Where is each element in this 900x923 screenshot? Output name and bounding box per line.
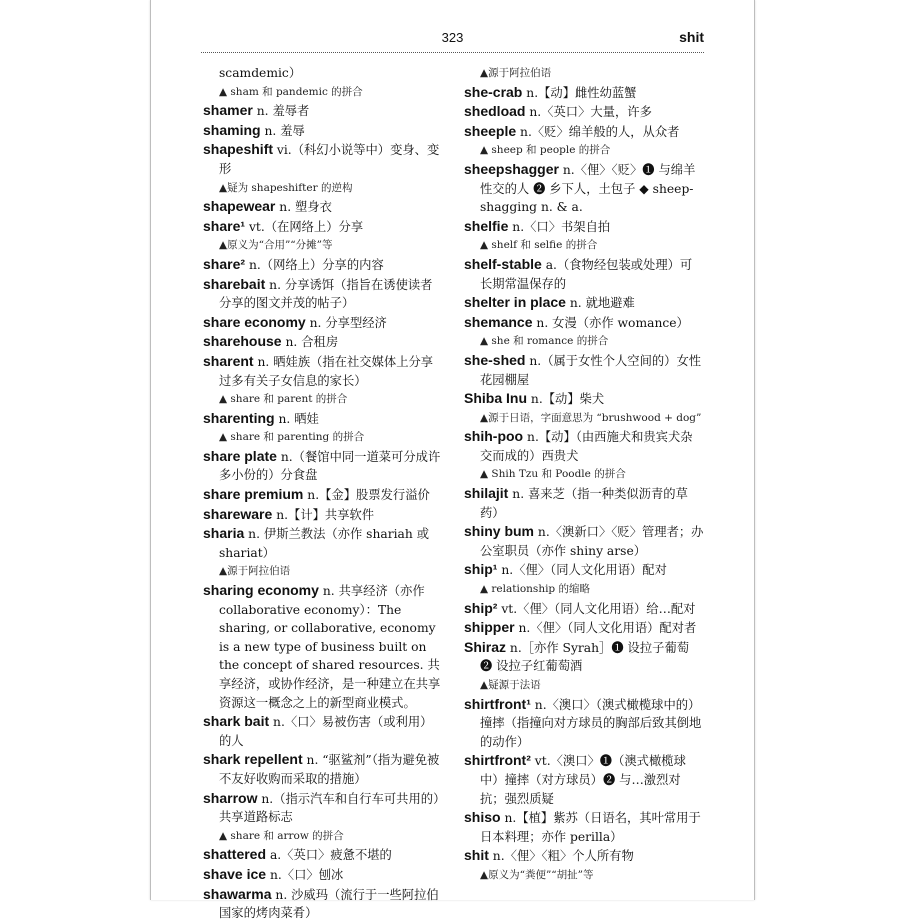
dictionary-entry: [203, 505, 443, 525]
dictionary-entry: [464, 160, 704, 217]
headword: shapeshift: [203, 141, 274, 158]
definition: n.〈口〉书架自拍: [508, 219, 611, 234]
definition: vt.（在网络上）分享: [245, 219, 364, 234]
headword: shelfie: [464, 217, 509, 234]
etymology-note: ▲ sheep 和 people 的拼合: [480, 144, 611, 157]
definition: n.〈贬〉绵羊般的人，从众者: [516, 124, 680, 139]
dictionary-entry: [464, 293, 704, 313]
dictionary-entry: [203, 712, 443, 750]
definition: n.【金】股票发行溢价: [303, 488, 430, 503]
headword: shiso: [464, 809, 501, 826]
headword: share plate: [203, 447, 277, 464]
dictionary-entry: [464, 351, 704, 389]
headword: ship²: [464, 599, 498, 616]
dictionary-entry: [203, 313, 443, 333]
guide-word: shit: [679, 29, 704, 45]
dictionary-entry: [203, 332, 443, 352]
etymology-note: ▲源于阿拉伯语: [219, 565, 291, 578]
headword: shilajit: [464, 485, 509, 502]
etymology-note: ▲ shelf 和 selfie 的拼合: [480, 239, 598, 252]
dictionary-entry: [464, 484, 704, 522]
dictionary-entry: [464, 751, 704, 808]
dictionary-entry: [203, 581, 443, 712]
definition: n.〈口〉易被伤害（或利用）的人: [219, 715, 433, 748]
headword: sheepshagger: [464, 160, 559, 177]
headword: shemance: [464, 313, 533, 330]
dictionary-entry: [203, 524, 443, 562]
dictionary-entry: [203, 121, 443, 141]
etymology-note: ▲源于日语，字面意思为 “brushwood + dog”: [480, 411, 702, 424]
right-column: [464, 64, 704, 885]
etymology-note: ▲疑源于法语: [480, 679, 541, 691]
dictionary-entry: [203, 217, 443, 237]
headword: sheeple: [464, 122, 517, 139]
dictionary-entry: [203, 101, 443, 121]
dictionary-entry: [464, 83, 704, 103]
definition: n.（指示汽车和自行车可共用的）共享道路标志: [219, 791, 440, 825]
dictionary-entry: [464, 522, 704, 560]
etymology-note: ▲ share 和 parent 的拼合: [219, 393, 348, 406]
entry-continuation: scamdemic）: [219, 66, 302, 80]
dictionary-entry: [464, 846, 704, 866]
dictionary-entry: [464, 102, 704, 122]
etymology-note: ▲原义为“合用”“分摊”等: [219, 239, 333, 252]
definition: n.【动】雌性幼蓝蟹: [522, 85, 637, 100]
definition: n.【植】紫苏（日语名，其叶常用于日本料理；亦作 perilla）: [480, 811, 701, 844]
definition: n.〈英口〉大量，许多: [525, 105, 652, 120]
headword: shareware: [203, 505, 273, 522]
dictionary-entry: [203, 255, 443, 275]
headword: shamer: [203, 102, 253, 119]
definition: n.［亦作 Syrah］❶ 设拉子葡萄 ❷ 设拉子红葡萄酒: [480, 640, 690, 674]
definition: n.（网络上）分享的内容: [245, 257, 384, 272]
headword: shirtfront¹: [464, 695, 531, 712]
definition: a.（食物经包装或处理）可长期常温保存的: [480, 257, 693, 291]
headword: sharing economy: [203, 582, 319, 599]
definition: n.（属于女性个人空间的）女性花园棚屋: [480, 353, 702, 387]
headword: shedload: [464, 103, 526, 120]
definition: vt.〈澳口〉❶（澳式橄榄球中）撞摔（对方球员）❷ 与…激烈对抗；强烈质疑: [480, 754, 686, 806]
headword: sharia: [203, 525, 245, 542]
dictionary-entry: [464, 560, 704, 580]
dictionary-entry: [203, 197, 443, 217]
headword: sharenting: [203, 409, 275, 426]
dictionary-entry: [464, 427, 704, 465]
dictionary-entry: [464, 695, 704, 752]
headword: shattered: [203, 846, 267, 863]
headword: shipper: [464, 619, 515, 636]
headword: shaming: [203, 121, 261, 138]
definition: n. 分享型经济: [305, 315, 387, 330]
dictionary-entry: [203, 447, 443, 485]
headword: shave ice: [203, 865, 267, 882]
etymology-note: ▲ she 和 romance 的拼合: [480, 335, 609, 348]
etymology-note: ▲原义为“粪便”“胡扯”等: [480, 868, 594, 881]
definition: n. 晒娃: [274, 411, 319, 426]
definition: n. 女漫（亦作 womance）: [532, 315, 689, 330]
dictionary-entry: [203, 750, 443, 788]
dictionary-entry: [203, 409, 443, 429]
headword: shelf-stable: [464, 255, 542, 272]
headword: share¹: [203, 217, 246, 234]
definition: n.〈澳新口〉〈贬〉管理者；办公室职员（亦作 shiny arse）: [480, 525, 704, 558]
etymology-note: ▲ share 和 parenting 的拼合: [219, 431, 365, 444]
definition: n.〈俚〉（同人文化用语）配对: [497, 563, 667, 578]
definition: vi.（科幻小说等中）变身、变形: [219, 143, 440, 176]
headword: sharebait: [203, 275, 266, 292]
definition: n.（餐馆中同一道菜可分成许多小份的）分食盘: [219, 449, 441, 483]
headword: sharent: [203, 352, 254, 369]
headword: Shiraz: [464, 638, 507, 655]
dictionary-entry: [464, 618, 704, 638]
dictionary-entry: [464, 255, 704, 293]
definition: vt.〈俚〉（同人文化用语）给…配对: [497, 601, 696, 616]
dictionary-entry: [203, 845, 443, 865]
headword: share²: [203, 255, 246, 272]
dictionary-entry: [203, 352, 443, 390]
headword: shih-poo: [464, 428, 524, 445]
dictionary-page: [150, 0, 755, 921]
headword: sharehouse: [203, 333, 282, 350]
dictionary-entry: [464, 217, 704, 237]
dictionary-entry: [203, 140, 443, 178]
headword: she-crab: [464, 83, 523, 100]
definition: a.〈英口〉疲惫不堪的: [266, 848, 392, 863]
headword: shirtfront²: [464, 752, 531, 769]
definition: n.【动】（由西施犬和贵宾犬杂交而成的）西贵犬: [480, 430, 693, 463]
dictionary-entry: [464, 599, 704, 619]
headword: share premium: [203, 486, 304, 503]
headword: Shiba Inu: [464, 390, 527, 407]
definition: n.〈俚〉（同人文化用语）配对者: [514, 621, 697, 636]
etymology-note: ▲ share 和 arrow 的拼合: [219, 829, 344, 842]
headword: shark bait: [203, 713, 270, 730]
definition: n.【动】柴犬: [527, 392, 605, 407]
dictionary-entry: [464, 808, 704, 846]
dictionary-entry: [203, 865, 443, 885]
definition: n. 合租房: [281, 335, 339, 350]
dictionary-entry: [203, 275, 443, 313]
definition: n. 沙威玛（流行于一些阿拉伯国家的烤肉菜肴）: [219, 887, 439, 921]
dictionary-entry: [203, 885, 443, 923]
definition: n. 伊斯兰教法（亦作 shariah 或 shariat）: [219, 527, 430, 560]
definition: n.〈口〉刨冰: [266, 867, 344, 882]
dictionary-entry: [464, 389, 704, 409]
definition: n.〈澳口〉（澳式橄榄球中的）撞摔（指撞向对方球员的胸部后致其倒地的动作）: [480, 697, 702, 749]
definition: n. 共享经济（亦作 collaborative economy）：The sharing, or collaborative, economy is a new type of business built on the concept of shared resources. 共享经济，或协作经济，是一种建立在共享资源这一概念之上的新型商业模式。: [219, 584, 441, 710]
dictionary-entry: [464, 313, 704, 333]
header-divider: [201, 52, 704, 53]
definition: n.【计】共享软件: [272, 507, 375, 522]
headword: she-shed: [464, 351, 526, 368]
etymology-note: ▲ Shih Tzu 和 Poodle 的拼合: [480, 468, 626, 481]
etymology-note: ▲源于阿拉伯语: [480, 67, 552, 79]
dictionary-entry: [203, 789, 443, 827]
definition: n. 塑身衣: [275, 200, 332, 215]
etymology-note: ▲ sham 和 pandemic 的拼合: [219, 85, 363, 98]
headword: shark repellent: [203, 751, 303, 768]
definition: n. 晒娃族（指在社交媒体上分享过多有关子女信息的家长）: [219, 354, 434, 388]
definition: n. 羞辱者: [252, 104, 310, 119]
left-column: [203, 64, 443, 923]
page-header: [201, 30, 704, 52]
definition: n. 羞辱: [260, 123, 305, 138]
headword: sharrow: [203, 789, 258, 806]
definition: n.〈俚〉〈粗〉个人所有物: [488, 849, 634, 864]
page-number: 323: [441, 30, 464, 45]
headword: shelter in place: [464, 294, 566, 311]
headword: share economy: [203, 313, 306, 330]
dictionary-entry: [464, 122, 704, 142]
definition: n. 就地避难: [565, 296, 635, 311]
etymology-note: ▲疑为 shapeshifter 的逆构: [219, 181, 353, 194]
dictionary-entry: [203, 485, 443, 505]
headword: shapewear: [203, 198, 276, 215]
definition: n. “驱鲨剂”（指为避免被不友好收购而采取的措施）: [219, 753, 440, 786]
headword: ship¹: [464, 561, 498, 578]
definition: n. 喜来芝（指一种类似沥青的草药）: [480, 487, 688, 520]
dictionary-entry: [464, 638, 704, 676]
definition: n.〈俚〉〈贬〉❶ 与绵羊性交的人 ❷ 乡下人，土包子 ◆ sheep-shagging n. & a.: [480, 162, 696, 215]
headword: shawarma: [203, 885, 272, 902]
etymology-note: ▲ relationship 的缩略: [480, 583, 590, 596]
definition: n. 分享诱饵（指旨在诱使读者分享的图文并茂的帖子）: [219, 277, 433, 311]
headword: shiny bum: [464, 523, 535, 540]
headword: shit: [464, 847, 489, 864]
